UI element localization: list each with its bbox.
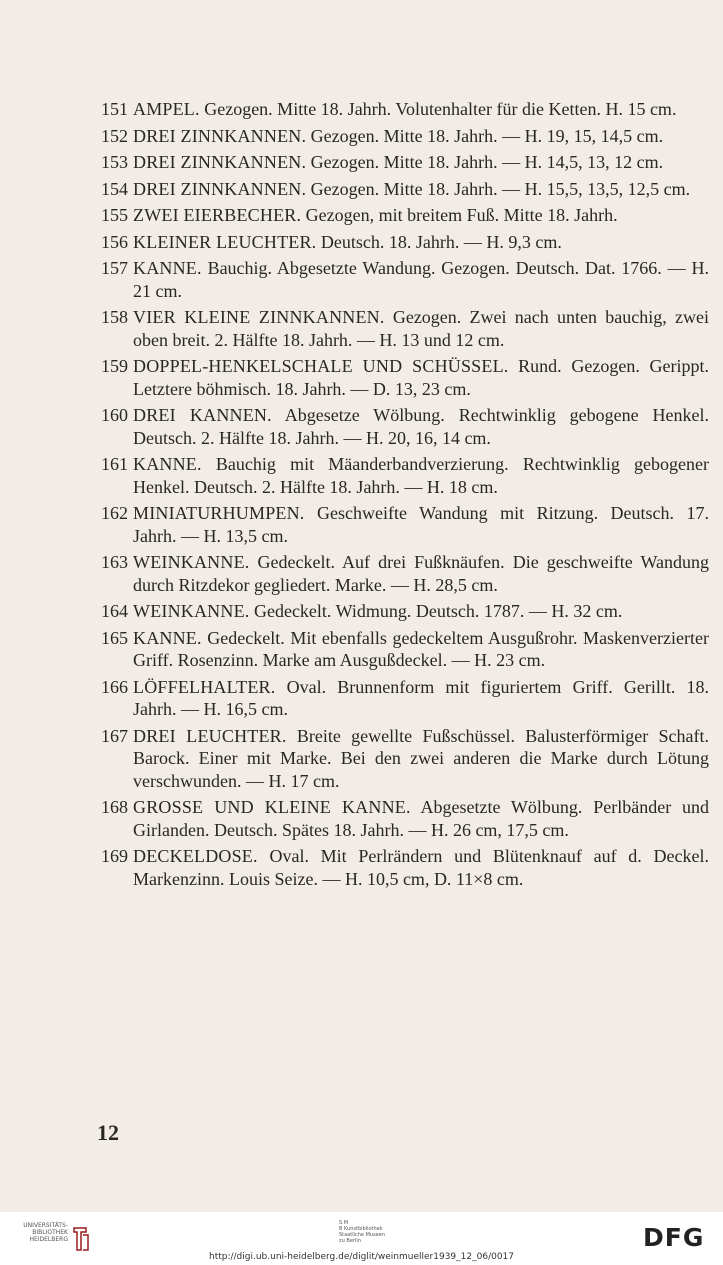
entry-description: Gezogen, mit breitem Fuß. Mitte 18. Jahrh. (305, 205, 618, 225)
university-library-name: UNIVERSITÄTS- BIBLIOTHEK HEIDELBERG (23, 1222, 68, 1243)
entry-description: Oval. Mit Perlrändern und Blütenknauf auf d. Deckel. Markenzinn. Louis Seize. — H. 10,5 cm, D. 11×8 cm. (133, 846, 710, 889)
entry-text (133, 178, 709, 201)
entry-description: Gedeckelt. Mit ebenfalls gedeckeltem Ausgußrohr. Maskenverzierter Griff. Rosenzinn. Marke am Ausgußdeckel. — H. 23 cm. (133, 627, 709, 670)
entry-text (133, 676, 709, 721)
entry-title: DREI ZINNKANNEN. (133, 152, 307, 172)
entry-description: Abgesetze Wölbung. Rechtwinklig gebogene Henkel. Deutsch. 2. Hälfte 18. Jahrh. — H. 20, 16, 14 cm. (133, 405, 709, 448)
entry-text (133, 204, 709, 227)
entry-title: DREI ZINNKANNEN. (133, 178, 307, 199)
entry-title: LÖFFELHALTER. (133, 676, 276, 697)
entry-number: 155 (101, 205, 128, 225)
entry-text (133, 600, 709, 623)
entry-description: Rund. Gezogen. Gerippt. Letztere böhmisch. 18. Jahrh. — D. 13, 23 cm. (133, 356, 709, 399)
entry-title: DECKELDOSE. (133, 846, 258, 866)
entry-text (133, 257, 709, 302)
entry-number: 162 (101, 503, 128, 523)
entry-number: 163 (101, 552, 128, 572)
entry-description: Gezogen. Mitte 18. Jahrh. — H. 14,5, 13, 12 cm. (310, 152, 664, 172)
entry-title: KLEINER LEUCHTER. (133, 231, 317, 252)
entry-number: 157 (101, 258, 128, 278)
entry-description: Breite gewellte Fußschüssel. Balusterförmiger Schaft. Barock. Einer mit Marke. Bei den zwei anderen die Marke durch Lötung verschwunden. — H. 17 cm. (133, 725, 710, 791)
permalink-url[interactable]: http://digi.ub.uni-heidelberg.de/diglit/weinmueller1939_12_06/0017 (208, 1252, 514, 1262)
catalog-entry (0, 551, 723, 596)
entry-text (133, 551, 709, 596)
entry-text (133, 125, 709, 148)
entry-description: Gedeckelt. Auf drei Fußknäufen. Die geschweifte Wandung durch Ritzdekor gegliedert. Marke. — H. 28,5 cm. (133, 552, 709, 595)
entry-title: ZWEI EIERBECHER. (133, 205, 302, 225)
university-seal-icon (72, 1226, 90, 1252)
entry-number: 158 (101, 307, 128, 327)
entry-number: 168 (101, 797, 128, 817)
catalog-entry (0, 204, 723, 227)
entry-title: KANNE. (133, 258, 202, 278)
entry-text (133, 151, 709, 174)
entry-title: VIER KLEINE ZINNKANNEN. (133, 307, 385, 327)
entry-description: Bauchig. Abgesetzte Wandung. Gezogen. Deutsch. Dat. 1766. — H. 21 cm. (133, 258, 710, 301)
digitization-footer (0, 1212, 723, 1265)
entry-title: WEINKANNE. (133, 552, 250, 572)
catalog-entry (0, 98, 723, 121)
entry-text (133, 627, 709, 672)
smb-kunstbibliothek-logo[interactable]: S M B Kunstbibliothek Staatliche Museen zu Berlin (339, 1220, 385, 1244)
entry-number: 152 (101, 125, 128, 146)
entry-description: Oval. Brunnenform mit figuriertem Griff. Gerillt. 18. Jahrh. — H. 16,5 cm. (133, 676, 709, 719)
entry-title: DREI ZINNKANNEN. (133, 125, 307, 146)
catalog-entry (0, 306, 723, 351)
entry-text (133, 796, 709, 841)
entry-text (133, 404, 709, 449)
entry-description: Gezogen. Mitte 18. Jahrh. — H. 15,5, 13,5, 12,5 cm. (310, 178, 691, 199)
catalog-entry (0, 502, 723, 547)
catalog-entry (0, 231, 723, 254)
entry-description: Gezogen. Zwei nach unten bauchig, zwei oben breit. 2. Hälfte 18. Jahrh. — H. 13 und 12 cm. (133, 307, 709, 350)
entry-title: DOPPEL-HENKELSCHALE UND SCHÜSSEL. (133, 356, 509, 376)
entry-title: WEINKANNE. (133, 601, 250, 621)
catalog-entry (0, 151, 723, 174)
entry-title: DREI LEUCHTER. (133, 725, 287, 746)
catalog-entry (0, 796, 723, 841)
catalog-entry (0, 453, 723, 498)
entry-title: KANNE. (133, 454, 202, 474)
entry-title: DREI KANNEN. (133, 405, 272, 425)
entry-list (0, 98, 723, 894)
entry-number: 169 (101, 846, 128, 866)
page-number: 12 (97, 1120, 119, 1145)
entry-text (133, 502, 709, 547)
entry-description: Deutsch. 18. Jahrh. — H. 9,3 cm. (320, 231, 562, 252)
entry-description: Abgesetzte Wölbung. Perlbänder und Girlanden. Deutsch. Spätes 18. Jahrh. — H. 26 cm, 17,5 cm. (133, 797, 709, 840)
entry-description: Bauchig mit Mäanderbandverzierung. Rechtwinklig gebogener Henkel. Deutsch. 2. Hälfte 18. Jahrh. — H. 18 cm. (133, 454, 709, 497)
entry-number: 159 (101, 356, 128, 376)
entry-number: 161 (101, 454, 128, 474)
entry-text (133, 845, 709, 890)
entry-text (133, 231, 709, 254)
entry-text (133, 355, 709, 400)
dfg-logo[interactable]: DFG (643, 1223, 705, 1252)
entry-title: MINIATURHUMPEN. (133, 503, 305, 523)
catalog-entry (0, 404, 723, 449)
entry-number: 164 (101, 601, 128, 621)
entry-title: GROSSE UND KLEINE KANNE. (133, 797, 411, 817)
catalog-entry (0, 257, 723, 302)
entry-description: Gezogen. Mitte 18. Jahrh. Volutenhalter für die Ketten. H. 15 cm. (204, 99, 677, 119)
entry-text (133, 725, 709, 793)
entry-title: AMPEL. (133, 99, 200, 119)
entry-description: Geschweifte Wandung mit Ritzung. Deutsch. 17. Jahrh. — H. 13,5 cm. (133, 503, 710, 546)
catalog-entry (0, 845, 723, 890)
entry-number: 167 (101, 725, 128, 746)
entry-number: 154 (101, 178, 128, 199)
entry-description: Gedeckelt. Widmung. Deutsch. 1787. — H. 32 cm. (253, 601, 623, 621)
entry-text (133, 306, 709, 351)
catalog-entry (0, 600, 723, 623)
catalog-entry (0, 627, 723, 672)
entry-number: 151 (101, 99, 128, 119)
entry-number: 166 (101, 676, 128, 697)
entry-text (133, 453, 709, 498)
catalog-entry (0, 725, 723, 793)
entry-number: 156 (101, 231, 128, 252)
catalog-entry (0, 676, 723, 721)
entry-number: 153 (101, 152, 128, 172)
catalog-entry (0, 178, 723, 201)
entry-number: 160 (101, 405, 128, 425)
catalog-entry (0, 125, 723, 148)
entry-number: 165 (101, 627, 128, 648)
entry-title: KANNE. (133, 627, 202, 648)
entry-description: Gezogen. Mitte 18. Jahrh. — H. 19, 15, 14,5 cm. (310, 125, 664, 146)
catalog-entry (0, 355, 723, 400)
heidelberg-library-logo[interactable] (10, 1222, 90, 1254)
entry-text (133, 98, 709, 121)
